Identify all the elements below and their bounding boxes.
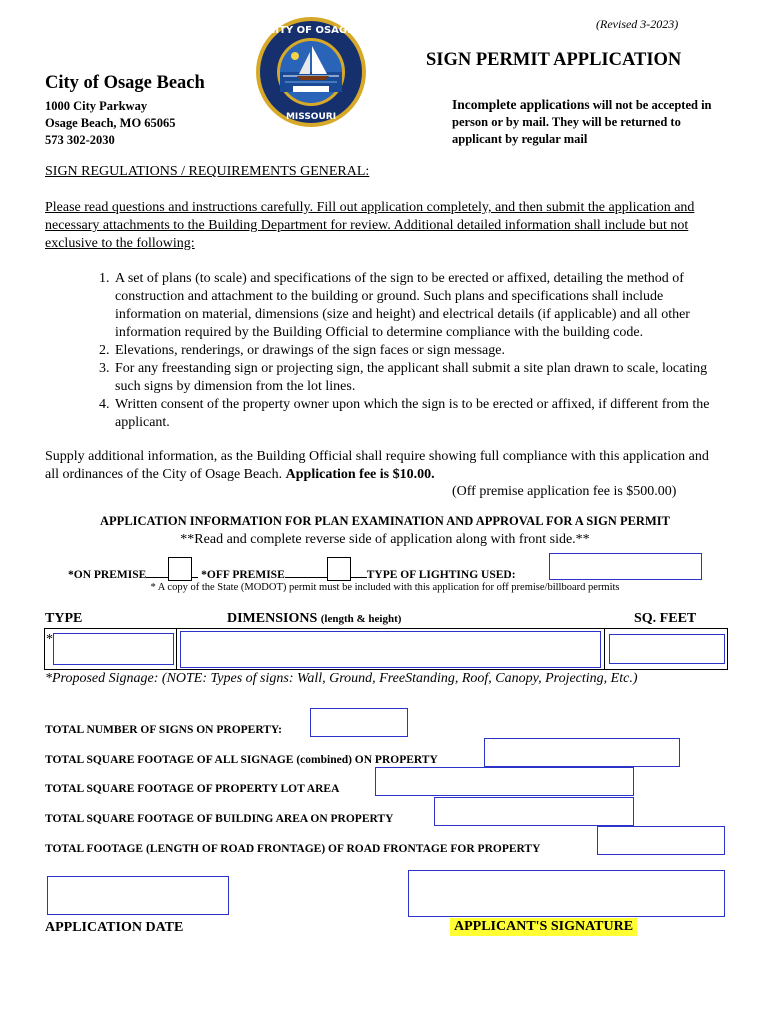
building-area-label: TOTAL SQUARE FOOTAGE OF BUILDING AREA ON PROPERTY bbox=[45, 813, 394, 825]
off-premise-checkbox[interactable] bbox=[327, 557, 351, 581]
form-title: SIGN PERMIT APPLICATION bbox=[426, 50, 682, 70]
address-street: 1000 City Parkway bbox=[45, 99, 148, 113]
requirement-item: 2. Elevations, renderings, or drawings of the sign faces or sign message. bbox=[113, 342, 725, 360]
requirement-item: 4. Written consent of the property owner upon which the sign is to be erected or affixed, if different from the applicant. bbox=[113, 396, 725, 432]
svg-text:MISSOURI: MISSOURI bbox=[285, 112, 337, 122]
supply-text: Supply additional information, as the Building Official shall require showing full compliance with this application and all ordinances of the City of Osage Beach. bbox=[45, 449, 709, 482]
on-premise-checkbox[interactable] bbox=[168, 557, 192, 581]
city-address bbox=[45, 98, 176, 149]
proposed-signage-note: *Proposed Signage: (NOTE: Types of signs: Wall, Ground, FreeStanding, Roof, Canopy, Projecting, Etc.) bbox=[45, 671, 638, 686]
lot-area-label: TOTAL SQUARE FOOTAGE OF PROPERTY LOT AREA bbox=[45, 783, 340, 795]
phone-number: 573 302-2030 bbox=[45, 133, 115, 147]
dimensions-field[interactable] bbox=[180, 631, 601, 668]
modot-note: * A copy of the State (MODOT) permit must be included with this application for off premise/billboard permits bbox=[150, 582, 620, 593]
supply-info-paragraph bbox=[45, 448, 725, 484]
read-reverse-note: **Read and complete reverse side of application along with front side.** bbox=[180, 532, 590, 547]
lot-area-field[interactable] bbox=[375, 767, 634, 796]
total-signs-field[interactable] bbox=[310, 708, 408, 737]
total-signage-sqft-label: TOTAL SQUARE FOOTAGE OF ALL SIGNAGE (combined) ON PROPERTY bbox=[45, 754, 438, 766]
regulations-heading: SIGN REGULATIONS / REQUIREMENTS GENERAL: bbox=[45, 164, 370, 179]
revision-date: (Revised 3-2023) bbox=[596, 17, 679, 31]
application-date-label: APPLICATION DATE bbox=[45, 920, 184, 935]
on-premise-label: *ON PREMISE bbox=[68, 569, 147, 581]
type-column-header: TYPE bbox=[45, 611, 83, 626]
off-premise-fee: (Off premise application fee is $500.00) bbox=[452, 484, 677, 499]
application-fee: Application fee is $10.00. bbox=[285, 467, 435, 482]
total-signs-label: TOTAL NUMBER OF SIGNS ON PROPERTY: bbox=[45, 724, 282, 736]
application-heading: APPLICATION INFORMATION FOR PLAN EXAMINATION AND APPROVAL FOR A SIGN PERMIT bbox=[100, 514, 670, 528]
application-date-field[interactable] bbox=[47, 876, 229, 915]
incomplete-notice bbox=[452, 96, 722, 148]
road-frontage-label: TOTAL FOOTAGE (LENGTH OF ROAD FRONTAGE) OF ROAD FRONTAGE FOR PROPERTY bbox=[45, 843, 541, 855]
city-name: City of Osage Beach bbox=[45, 73, 205, 93]
city-seal-logo bbox=[255, 16, 367, 128]
sqfeet-column-header: SQ. FEET bbox=[634, 611, 697, 626]
requirement-item: 1. A set of plans (to scale) and specifications of the sign to be erected or affixed, detailing the method of construction and attachment to the building or ground. Such plans and specifications shall include information on material, dimensions (size and height) and electrical details (if applicable) and all other information required by the Building Official to determine compliance with the building code. bbox=[113, 270, 725, 342]
requirements-list bbox=[45, 270, 725, 432]
svg-text:CITY OF OSAGE: CITY OF OSAGE bbox=[268, 25, 354, 36]
row-marker: * bbox=[46, 632, 53, 647]
signature-field[interactable] bbox=[408, 870, 725, 917]
address-city-state: Osage Beach, MO 65065 bbox=[45, 116, 176, 130]
premise-row bbox=[68, 566, 516, 581]
dimensions-label: DIMENSIONS bbox=[227, 611, 318, 626]
dimensions-sublabel: (length & height) bbox=[320, 613, 402, 625]
sqfeet-field[interactable] bbox=[609, 634, 725, 664]
notice-lead: Incomplete applications bbox=[452, 97, 590, 112]
building-area-field[interactable] bbox=[434, 797, 634, 826]
sign-type-field[interactable] bbox=[53, 633, 174, 665]
dimensions-column-header bbox=[227, 611, 401, 627]
regulations-intro: Please read questions and instructions carefully. Fill out application completely, and then submit the application and necessary attachments to the Building Department for review. Additional detailed information shall include but not exclusive to the following: bbox=[45, 200, 695, 251]
total-signage-sqft-field[interactable] bbox=[484, 738, 680, 767]
requirement-item: 3. For any freestanding sign or projecting sign, the applicant shall submit a site plan drawn to scale, locating such signs by dimension from the lot lines. bbox=[113, 360, 725, 396]
road-frontage-field[interactable] bbox=[597, 826, 725, 855]
applicant-signature-label: APPLICANT'S SIGNATURE bbox=[450, 918, 637, 936]
lighting-label: TYPE OF LIGHTING USED: bbox=[366, 569, 516, 581]
notice-rest: will not be accepted in person or by mail. They will be returned to applicant by regular mail bbox=[452, 98, 712, 146]
lighting-type-field[interactable] bbox=[549, 553, 702, 580]
off-premise-label: *OFF PREMISE bbox=[201, 569, 285, 581]
